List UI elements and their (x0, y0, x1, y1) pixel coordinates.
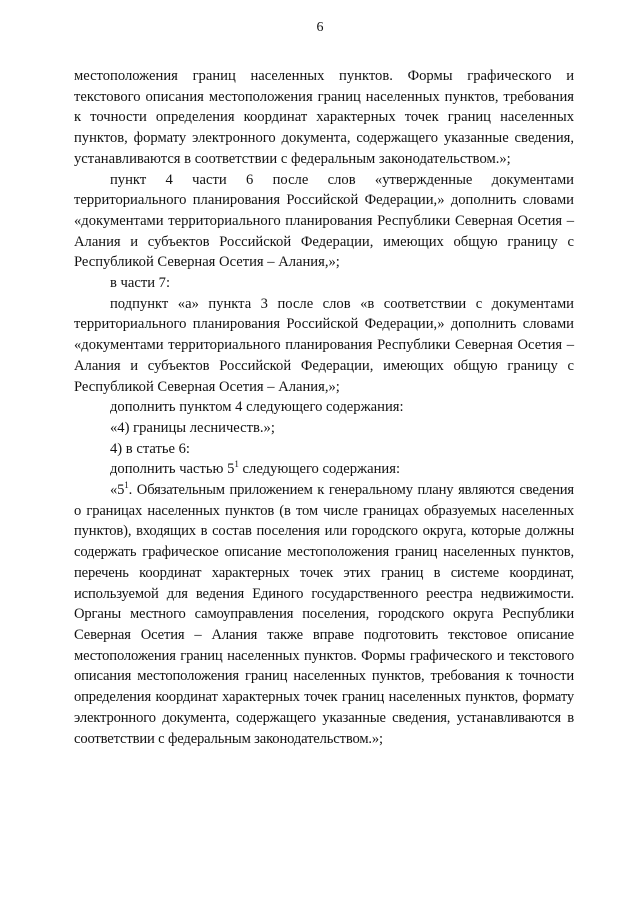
paragraph-add-part5 (74, 459, 574, 480)
add-part5-superscript: 1 (234, 459, 239, 470)
part5-open: «5 (110, 482, 125, 499)
paragraph-part7: в части 7: (110, 275, 171, 292)
add-part5-suffix: следующего содержания: (238, 461, 401, 478)
add-part5-prefix: дополнить частью 5 (110, 461, 235, 478)
paragraph-add-item4: дополнить пунктом 4 следующего содержания: (110, 399, 404, 416)
part5-superscript: 1 (124, 480, 129, 491)
paragraph-continuation: местоположения границ населенных пунктов. Формы графического и текстового описания местоположения границ населенных пунктов, требования к точности определения координат характерных точек границ населенных пунктов, формату электронного документа, содержащего указанные сведения, устанавливаются в соответствии с федеральным законодательством.»; (74, 68, 574, 167)
paragraph-article6: 4) в статье 6: (110, 440, 190, 457)
paragraph-item4-text: «4) границы лесничеств.»; (110, 419, 275, 436)
paragraph-item4-part6: пункт 4 части 6 после слов «утвержденные документами территориального планирования Российской Федерации,» дополнить словами «документами территориального планирования Республики Северная Осетия – Алания и субъектов Российской Федерации, имеющих общую границу с Республикой Северная Осетия – Алания,»; (74, 171, 574, 271)
paragraph-part5-1 (74, 480, 574, 749)
page-number: 6 (316, 20, 324, 35)
paragraph-subitem-a: подпункт «а» пункта 3 после слов «в соответствии с документами территориального планирования Российской Федерации,» дополнить словами «документами территориального планирования Республики Северная Осетия – Алания и субъектов Российской Федерации, имеющих общую границу с Республикой Северная Осетия – Алания,»; (74, 295, 574, 395)
document-body (74, 66, 574, 749)
part5-body: . Обязательным приложением к генеральному плану являются сведения о границах населенных пунктов (в том числе границах образуемых населенных пунктов), входящих в состав поселения или городского округа, которые должны содержать графическое описание местоположения границ населенных пунктов, перечень координат характерных точек этих границ в системе координат, используемой для ведения Единого государственного реестра недвижимости. Органы местного самоуправления поселения, городского округа Республики Северная Осетия – Алания также вправе подготовить текстовое описание местоположения границ населенных пунктов. Формы графического и текстового описания местоположения границ населенных пунктов, требования к точности определения координат характерных точек границ населенных пунктов, формату электронного документа, содержащего указанные сведения, устанавливаются в соответствии с федеральным законодательством.»; (74, 482, 574, 747)
